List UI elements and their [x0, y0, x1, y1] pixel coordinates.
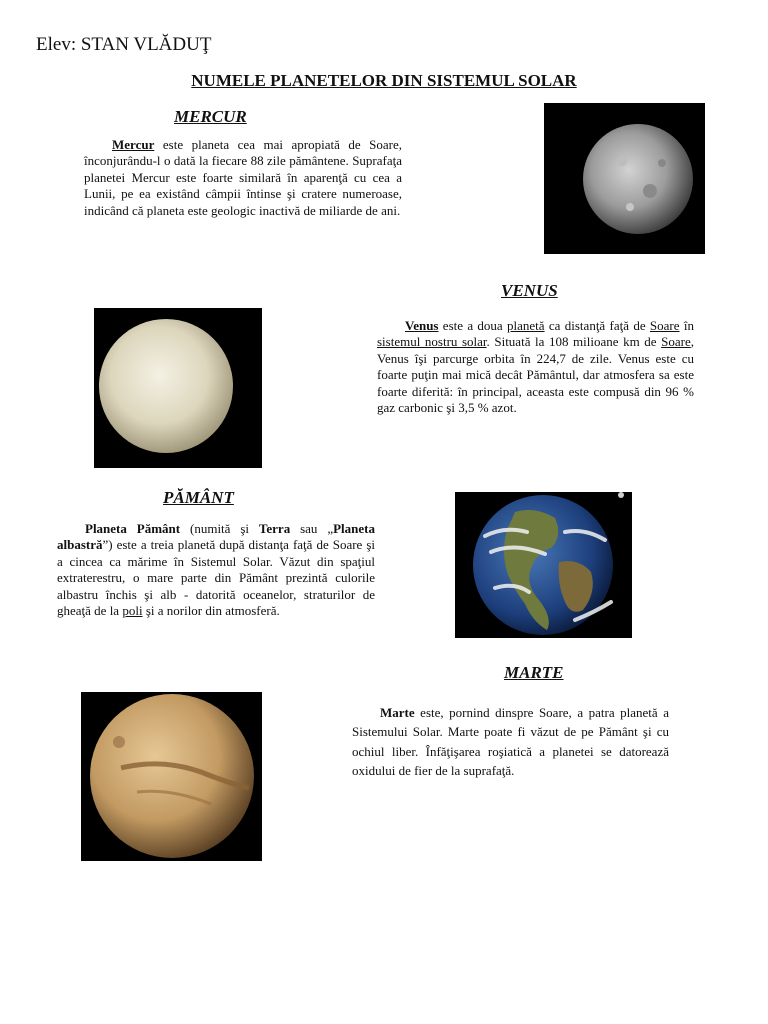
mercur-heading: MERCUR [174, 107, 247, 126]
mercur-name: Mercur [112, 137, 155, 152]
marte-name: Marte [380, 705, 415, 720]
link-soare-2[interactable]: Soare [661, 334, 691, 350]
earth-image [455, 492, 632, 638]
venus-paragraph: Venus este a doua planetă ca distanţă faţă de Soare în sistemul nostru solar. Situată la 108 milioane km de Soare, Venus îşi parcurge orbita în 224,7 de zile. Venus este cu foarte puţin mai mică decât Pământul, dar atmosfera sa este foarte diferită: în principal, aceasta este compusă din 96 % gaz carbonic şi 3,5 % azot. [377, 318, 694, 416]
page-title: NUMELE PLANETELOR DIN SISTEMUL SOLAR [191, 71, 577, 90]
mercury-image [544, 103, 705, 254]
student-name: Elev: STAN VLĂDUŢ [36, 34, 212, 55]
mars-image [81, 692, 262, 861]
marte-heading: MARTE [504, 663, 564, 682]
link-planeta[interactable]: planetă [507, 318, 545, 333]
venus-heading: VENUS [501, 281, 558, 300]
link-sistemul-solar[interactable]: sistemul nostru solar [377, 334, 487, 350]
marte-paragraph: Marte este, pornind dinspre Soare, a patra planetă a Sistemului Solar. Marte poate fi văzut de pe Pământ şi cu ochiul liber. Înfăţişarea roşiatică a planetei se datorează oxidului de fier de la suprafaţă. [352, 705, 669, 778]
pamant-paragraph: Planeta Pământ (numită şi Terra sau „Planeta albastră”) este a treia planetă după distanţa faţă de Soare şi a cincea ca mărime în Sistemul Solar. Văzut din spaţiul extraterestru, o mare parte din Pământ prezintă culorile albastru închis şi alb - datorită oceanelor, straturilor de gheaţă de la poli şi a norilor din atmosferă. [57, 521, 375, 619]
link-soare[interactable]: Soare [649, 318, 680, 333]
link-poli[interactable]: poli [122, 603, 143, 619]
pamant-heading: PĂMÂNT [163, 488, 234, 507]
mercur-paragraph: Mercur este planeta cea mai apropiată de Soare, înconjurându-l o dată la fiecare 88 zile pământene. Suprafaţa planetei Mercur este foarte similară în aparenţă cu cea a Lunii, pe ea existând câmpii întinse şi cratere numeroase, indicând că planeta este geologic inactivă de miliarde de ani. [84, 137, 402, 218]
venus-image [94, 308, 262, 468]
venus-name: Venus [405, 318, 439, 333]
